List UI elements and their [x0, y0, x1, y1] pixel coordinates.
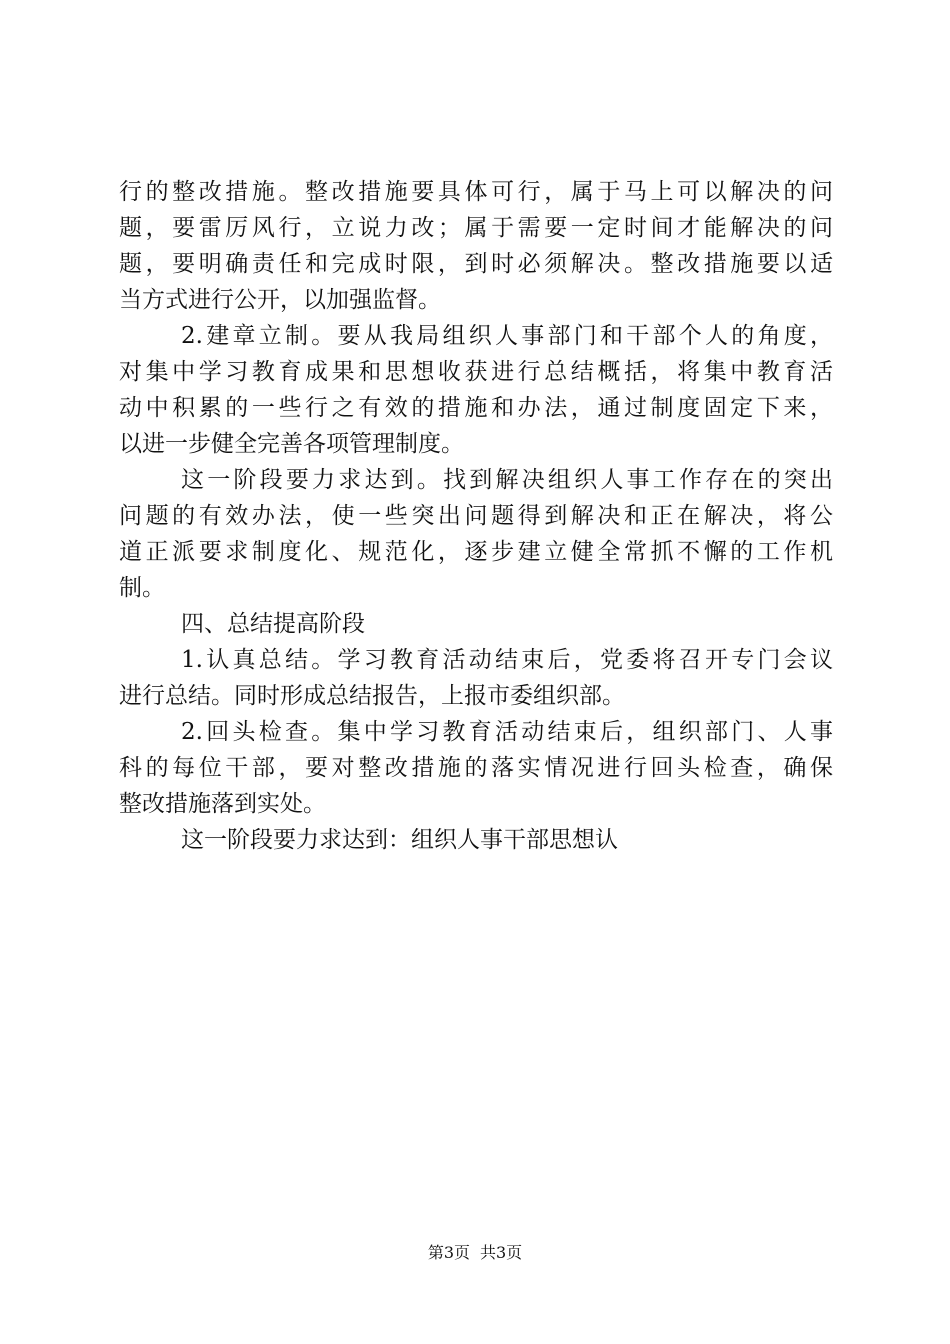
text-line: 题，要雷厉风行，立说力改；属于需要一定时间才能解决的问 [119, 215, 833, 241]
page-number: 第3页 [427, 1243, 470, 1262]
text-line: 这一阶段要力求达到：组织人事干部思想认 [181, 827, 618, 853]
text-line: 道正派要求制度化、规范化，逐步建立健全常抓不懈的工作机 [119, 539, 833, 565]
text-line: 科的每位干部，要对整改措施的落实情况进行回头检查，确保 [119, 755, 833, 781]
text-line: 当方式进行公开，以加强监督。 [119, 287, 441, 313]
text-line: 2.建章立制。要从我局组织人事部门和干部个人的角度， [181, 323, 833, 349]
text-line: 进行总结。同时形成总结报告，上报市委组织部。 [119, 683, 625, 709]
text-line: 以进一步健全完善各项管理制度。 [119, 431, 464, 457]
document-body [119, 174, 833, 858]
text-line: 题，要明确责任和完成时限，到时必须解决。整改措施要以适 [119, 251, 833, 277]
text-line: 动中积累的一些行之有效的措施和办法，通过制度固定下来， [119, 395, 833, 421]
page-footer [0, 1241, 950, 1265]
text-line: 2.回头检查。集中学习教育活动结束后，组织部门、人事 [181, 719, 833, 745]
text-line: 1.认真总结。学习教育活动结束后，党委将召开专门会议 [181, 647, 833, 673]
text-line: 制。 [119, 575, 165, 601]
text-line: 四、总结提高阶段 [181, 611, 365, 637]
page-total: 共3页 [480, 1243, 523, 1262]
text-line: 行的整改措施。整改措施要具体可行，属于马上可以解决的问 [119, 179, 833, 205]
text-line: 对集中学习教育成果和思想收获进行总结概括，将集中教育活 [119, 359, 833, 385]
text-line: 这一阶段要力求达到。找到解决组织人事工作存在的突出 [181, 467, 833, 493]
text-line: 整改措施落到实处。 [119, 791, 326, 817]
text-line: 问题的有效办法，使一些突出问题得到解决和正在解决，将公 [119, 503, 833, 529]
